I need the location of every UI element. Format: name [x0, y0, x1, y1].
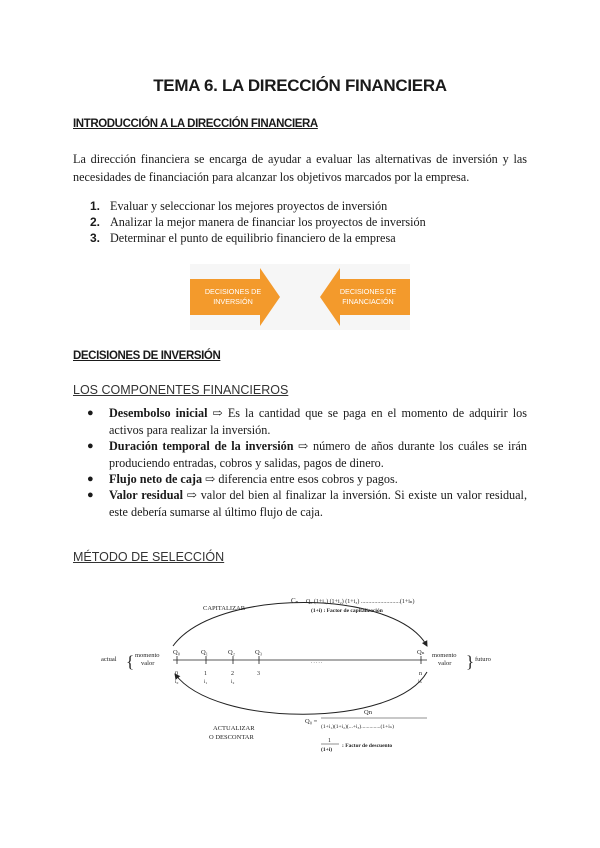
momento-valor-right: momento [432, 652, 457, 659]
page-title: TEMA 6. LA DIRECCIÓN FINANCIERA [153, 76, 447, 95]
q0-equals: Q₀ = [305, 718, 318, 725]
desc-denominator: (1+i₁)(1+i₂)(...+i₃)..............(1+iₙ) [321, 724, 394, 730]
decisiones-inversion-label: DECISIONES DE INVERSIÓN [204, 287, 262, 306]
decisions-banner [190, 264, 410, 330]
cap-factor: (1+i) : Factor de capitalización [311, 608, 383, 614]
discount-arc [175, 672, 427, 714]
t0-label: 0 [175, 671, 178, 677]
momento-valor-left: valor [141, 660, 155, 667]
momento-valor-left: momento [135, 652, 160, 659]
section-heading-inversion: DECISIONES DE INVERSIÓN [73, 350, 221, 362]
i1-label: i₁ [204, 679, 208, 685]
decisiones-financiacion-label: DECISIONES DE FINANCIACIÓN [339, 287, 397, 306]
q1-label: Q₁ [201, 649, 208, 656]
objectives-list [90, 199, 510, 246]
desc-factor-den: (1+i) [321, 747, 333, 753]
q2-label: Q₂ [228, 649, 235, 656]
bullet-item: ● Desembolso inicial ⇨ Es la cantidad que se paga en el momento de adquirir los activos para realizar la inversión. [87, 406, 528, 437]
desc-factor: : Factor de descuento [342, 743, 393, 749]
capitalizar-label: CAPITALIZAR [203, 605, 246, 612]
q0-label: Q₀ [173, 649, 180, 656]
cap-formula: Q₀ (1+i₁) (1+i₂) (1+i₃) ..........................(1+iₙ) [306, 599, 415, 605]
bullet-item: ● Valor residual ⇨ valor del bien al finalizar la inversión. Si existe un valor residual, este debería sumarse al último flujo de caja. [87, 488, 527, 519]
in-label: iₙ [418, 679, 422, 685]
intro-paragraph [73, 150, 527, 186]
desc-factor-num: 1 [328, 738, 331, 744]
right-brace: } [466, 652, 475, 671]
intro-paragraph-line: necesidades de financiación para alcanzar los objetivos marcados por la empresa. [73, 170, 470, 184]
timeline-dots: . . . . . [311, 660, 323, 665]
momento-valor-right: valor [438, 660, 452, 667]
list-item: 1. Evaluar y seleccionar los mejores proyectos de inversión [90, 199, 388, 213]
t3-label: 3 [257, 671, 260, 677]
qn-label: Qₙ [417, 649, 425, 656]
cn-label: Cₙ [291, 597, 299, 605]
capitalization-diagram [95, 588, 505, 758]
q3-label: Q₃ [255, 649, 262, 656]
futuro-label: futuro [475, 656, 491, 663]
t2-label: 2 [231, 671, 234, 677]
intro-paragraph-line: La dirección financiera se encarga de ayudar a evaluar las alternativas de inversión y las [73, 152, 527, 166]
list-item: 3. Determinar el punto de equilibrio financiero de la empresa [90, 231, 396, 245]
desc-numerator: Qn [364, 709, 372, 716]
list-item: 2. Analizar la mejor manera de financiar los proyectos de inversión [90, 215, 426, 229]
actual-label: actual [101, 656, 117, 663]
actualizar-label: ACTUALIZAR [213, 725, 255, 732]
section-heading-intro: INTRODUCCIÓN A LA DIRECCIÓN FINANCIERA [73, 118, 318, 130]
left-brace: { [126, 652, 135, 671]
bullet-item: ● Flujo neto de caja ⇨ diferencia entre esos cobros y pagos. [87, 472, 398, 486]
actualizar-label: O DESCONTAR [209, 734, 254, 741]
t1-label: 1 [204, 671, 207, 677]
tn-label: n [419, 671, 422, 677]
subheading-metodo: MÉTODO DE SELECCIÓN [73, 550, 225, 564]
i2-label: i₂ [231, 679, 235, 685]
bullet-item: ● Duración temporal de la inversión ⇨ número de años durante los cuáles se irán produciendo entradas, cobros y salidas, pagos de dinero. [87, 439, 527, 470]
subheading-componentes: LOS COMPONENTES FINANCIEROS [73, 383, 289, 397]
i0-label: i₀ [175, 679, 179, 685]
